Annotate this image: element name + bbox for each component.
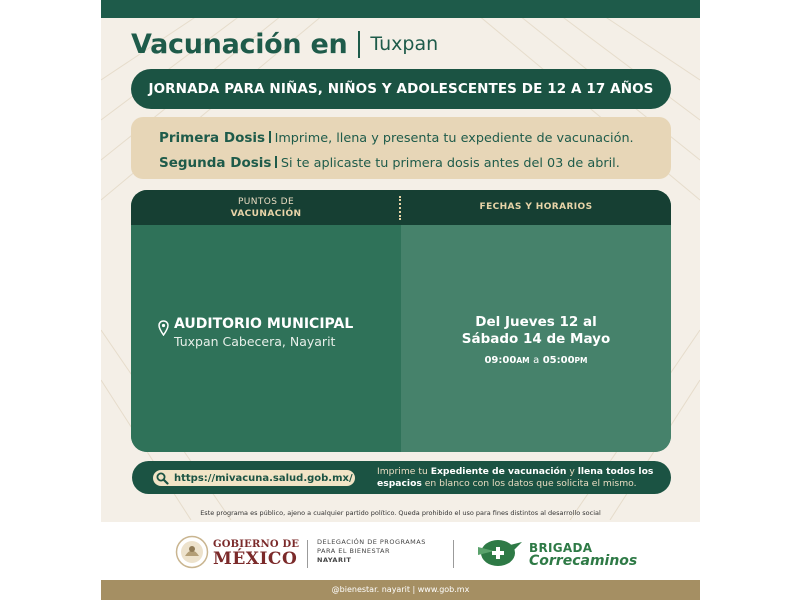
header-col1-line1: PUNTOS DE — [237, 197, 295, 207]
divider — [275, 156, 277, 168]
top-bar — [101, 0, 700, 18]
instructions-text — [377, 466, 667, 490]
place-city: Tuxpan Cabecera, Nayarit — [174, 334, 336, 349]
location-pin-icon — [158, 320, 169, 336]
second-dose-text: Si te aplicaste tu primera dosis antes del 03 de abril. — [280, 156, 620, 171]
cell-place — [131, 225, 401, 452]
url-text: https://mivacuna.salud.gob.mx/ — [174, 472, 353, 484]
brigada-line1: BRIGADA — [529, 541, 593, 555]
gob-line1: GOBIERNO DE — [213, 539, 300, 550]
correcaminos-bird-icon — [476, 533, 524, 571]
instr-e: en blanco con los datos que solicita el mismo. — [424, 478, 637, 489]
deleg-line1: DELEGACIÓN DE PROGRAMAS — [317, 538, 426, 546]
dates-block — [401, 314, 671, 366]
pm-label: PM — [574, 356, 588, 365]
title-place: Tuxpan — [370, 33, 439, 55]
first-dose-label: Primera Dosis — [159, 130, 266, 146]
disclaimer: Este programa es público, ajeno a cualquier partido político. Queda prohibido el uso para fines distintos al desarrollo social — [200, 509, 601, 517]
deleg-line2: PARA EL BIENESTAR — [317, 547, 391, 555]
instr-b: Expediente de vacunación — [430, 466, 567, 477]
place-name: AUDITORIO MUNICIPAL — [174, 316, 354, 332]
brigada-line2: Correcaminos — [529, 553, 638, 569]
second-dose-line — [159, 151, 671, 176]
doses-box — [131, 117, 671, 179]
hours-end: 05:00 — [542, 355, 575, 366]
seal-icon — [175, 535, 209, 569]
date-line1: Del Jueves 12 al — [475, 314, 597, 330]
header-col2: FECHAS Y HORARIOS — [479, 202, 593, 212]
delegacion-text — [317, 538, 426, 565]
gob-line2: MÉXICO — [213, 549, 298, 569]
cell-dates — [401, 225, 671, 452]
schedule-table — [131, 190, 671, 452]
first-dose-line — [159, 126, 671, 151]
poster — [101, 0, 700, 600]
search-icon — [153, 470, 171, 486]
social-footer — [101, 580, 700, 600]
header-col1-line2: VACUNACIÓN — [230, 209, 302, 219]
title-bold: Vacunación en — [131, 28, 348, 60]
registration-bar — [132, 461, 671, 494]
url-link[interactable] — [153, 470, 355, 486]
audience-banner: JORNADA PARA NIÑAS, NIÑOS Y ADOLESCENTES DE 12 A 17 AÑOS — [131, 69, 671, 109]
am-label: AM — [516, 356, 530, 365]
header-divider — [399, 196, 401, 220]
deleg-line3: NAYARIT — [317, 556, 352, 564]
footer-separator — [453, 540, 454, 568]
header-vaccination-points — [131, 190, 401, 225]
instr-a: Imprime tu — [377, 466, 428, 477]
second-dose-label: Segunda Dosis — [159, 155, 272, 171]
first-dose-text: Imprime, llena y presenta tu expediente de vacunación. — [274, 131, 634, 146]
divider — [269, 131, 271, 143]
instr-c: y — [569, 466, 575, 477]
social-text: @bienestar. nayarit | www.gob.mx — [331, 585, 470, 594]
hours — [401, 355, 671, 366]
hours-join: a — [533, 355, 540, 366]
header-dates-hours — [401, 190, 671, 225]
hours-start: 09:00 — [484, 355, 517, 366]
date-line2: Sábado 14 de Mayo — [461, 331, 611, 347]
instr-d: llena todos los espacios — [377, 466, 654, 489]
title-separator — [358, 31, 360, 58]
footer-separator — [307, 540, 308, 568]
page-title — [131, 26, 438, 62]
